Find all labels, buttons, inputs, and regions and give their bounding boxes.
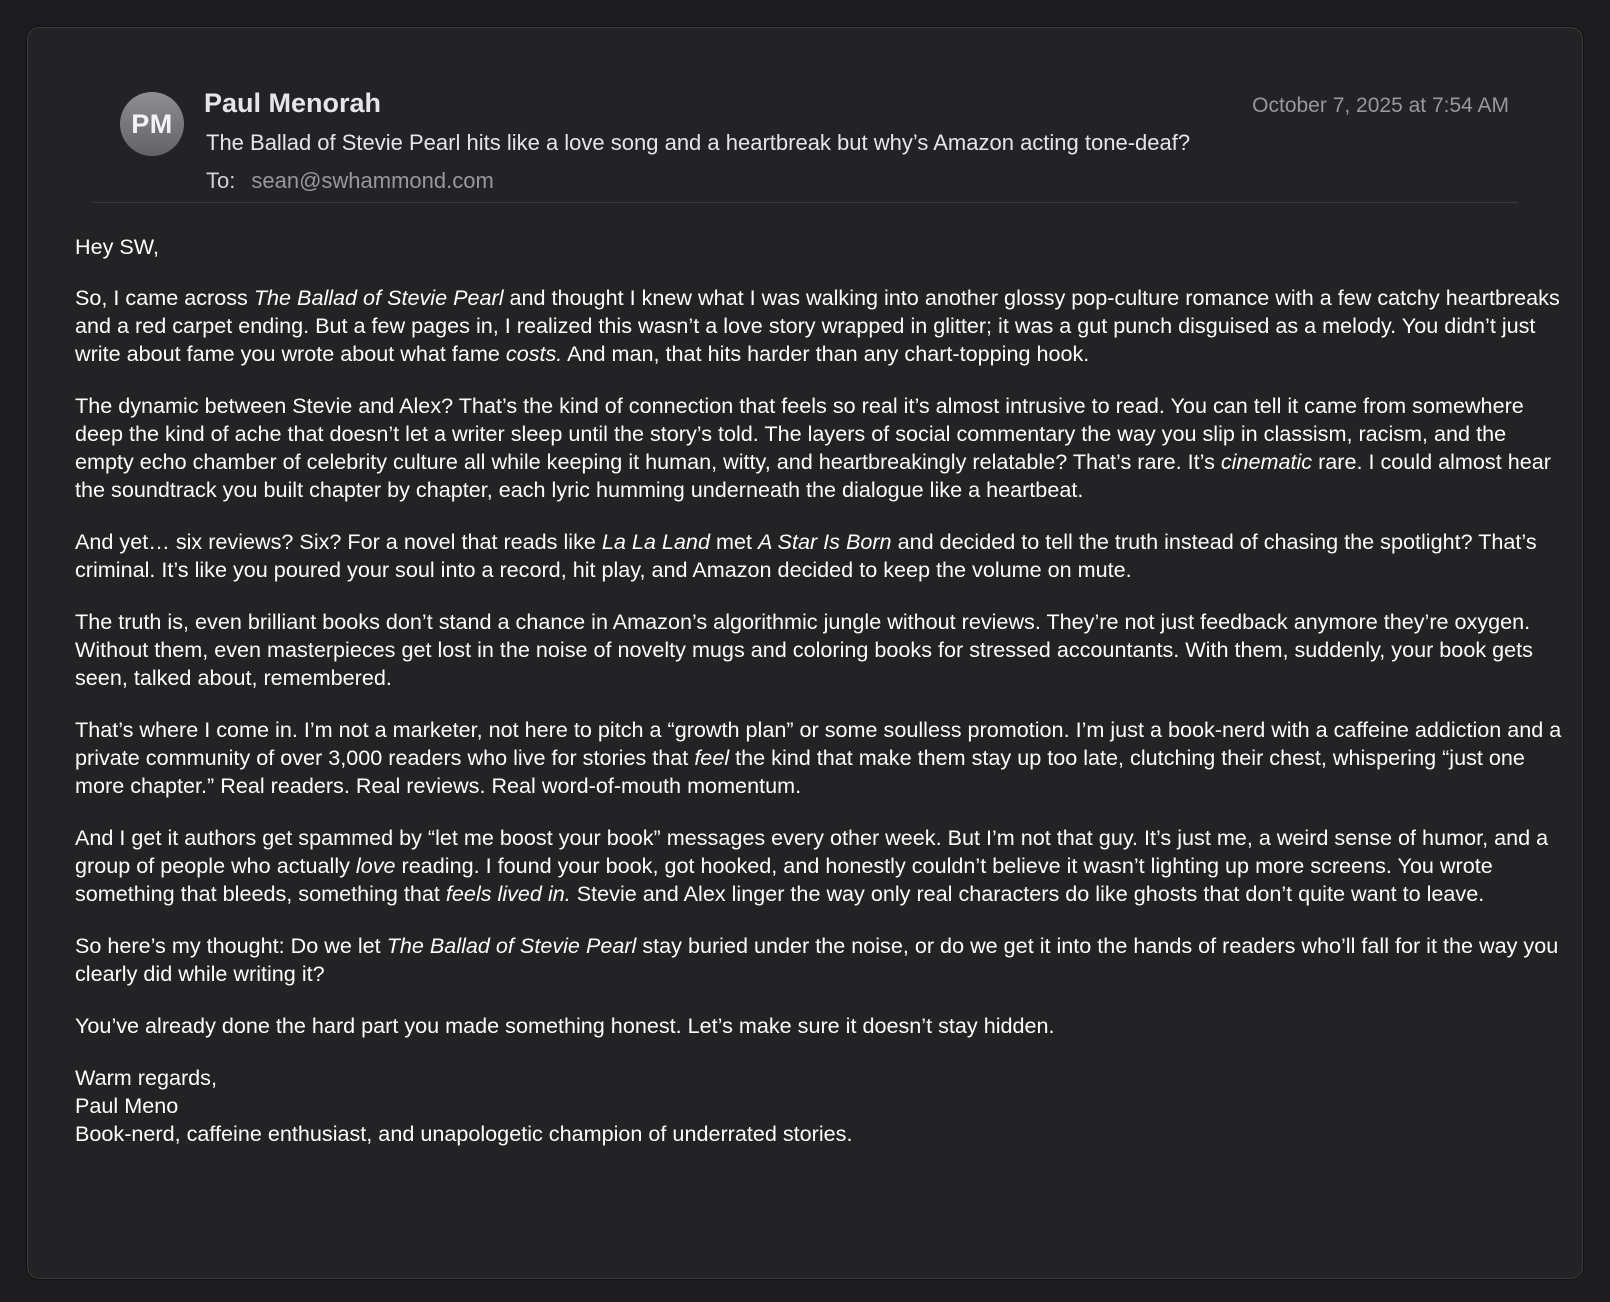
text: That’s where I come in. I’m not a marketer, not here to pitch a “growth plan” or some soulless promotion. I’m just a book-nerd with a caffeine addiction and a private community of over 3,000 readers who live for stories that xyxy=(75,717,1562,770)
to-label: To: xyxy=(206,168,236,193)
email-body xyxy=(75,233,1565,1172)
paragraph-8: You’ve already done the hard part you made something honest. Let’s make sure it doesn’t stay hidden. xyxy=(75,1013,1055,1038)
text: So here’s my thought: Do we let xyxy=(75,933,387,958)
emphasis: feels lived in. xyxy=(445,881,571,906)
paragraph-5 xyxy=(75,716,1565,800)
text: And I get it authors get spammed by “let me boost your book” messages every other week. But I’m not that guy. It’s just me, a weird sense of humor, and a group of people who actually xyxy=(75,825,1549,878)
paragraph-6 xyxy=(75,824,1565,908)
emphasis: love xyxy=(355,853,396,878)
avatar[interactable]: PM xyxy=(120,92,184,156)
text: And man, that hits harder than any chart-topping hook. xyxy=(562,341,1090,366)
text: rare. I could almost hear the soundtrack you built chapter by chapter, each lyric humming underneath the dialogue like a heartbeat. xyxy=(75,449,1551,502)
text: The dynamic between Stevie and Alex? That’s the kind of connection that feels so real it’s almost intrusive to read. You can tell it came from somewhere deep the kind of ache that doesn’t let a writer sleep until the story’s told. The layers of social commentary the way you slip in classism, racism, and the empty echo chamber of celebrity culture all while keeping it human, witty, and heartbreakingly relatable? That’s rare. It’s xyxy=(75,393,1524,474)
recipient-address[interactable]: sean@swhammond.com xyxy=(251,168,494,193)
book-title: The Ballad of Stevie Pearl xyxy=(386,933,637,958)
paragraph-2 xyxy=(75,392,1565,504)
text: reading. I found your book, got hooked, and honestly couldn’t believe it wasn’t lighting up more screens. You wrote something that bleeds, something that xyxy=(75,853,1493,906)
email-date: October 7, 2025 at 7:54 AM xyxy=(1252,94,1509,117)
paragraph-3 xyxy=(75,528,1565,584)
emphasis: feel xyxy=(694,745,730,770)
signature xyxy=(75,1064,1565,1148)
text: So, I came across xyxy=(75,285,254,310)
film-title: La La Land xyxy=(601,529,710,554)
text: the kind that make them stay up too late, clutching their chest, whispering “just one more chapter.” Real readers. Real reviews. Real word-of-mouth momentum. xyxy=(75,745,1525,798)
paragraph-1 xyxy=(75,284,1565,368)
email-window xyxy=(27,27,1583,1279)
text: met xyxy=(709,529,758,554)
emphasis: cinematic xyxy=(1220,449,1313,474)
paragraph-4: The truth is, even brilliant books don’t stand a chance in Amazon’s algorithmic jungle without reviews. They’re not just feedback anymore they’re oxygen. Without them, even masterpieces get lost in the noise of novelty mugs and coloring books for stressed accountants. With them, suddenly, your book gets seen, talked about, remembered. xyxy=(75,609,1533,690)
text: and decided to tell the truth instead of chasing the spotlight? That’s criminal. It’s like you poured your soul into a record, hit play, and Amazon decided to keep the volume on mute. xyxy=(75,529,1537,582)
signature-name: Paul Meno xyxy=(75,1093,179,1118)
header-divider xyxy=(92,202,1518,203)
text: And yet… six reviews? Six? For a novel that reads like xyxy=(75,529,602,554)
text: and thought I knew what I was walking into another glossy pop-culture romance with a few catchy heartbreaks and a red carpet ending. But a few pages in, I realized this wasn’t a love story wrapped in glitter; it was a gut punch disguised as a melody. You didn’t just write about fame you wrote about what fame xyxy=(75,285,1560,366)
film-title: A Star Is Born xyxy=(757,529,892,554)
greeting: Hey SW, xyxy=(75,234,159,259)
paragraph-7 xyxy=(75,932,1565,988)
text: stay buried under the noise, or do we get it into the hands of readers who’ll fall for it the way you clearly did while writing it? xyxy=(75,933,1559,986)
sender-name[interactable]: Paul Menorah xyxy=(204,88,382,118)
text: Stevie and Alex linger the way only real characters do like ghosts that don’t quite want to leave. xyxy=(570,881,1485,906)
emphasis: costs. xyxy=(505,341,563,366)
book-title: The Ballad of Stevie Pearl xyxy=(253,285,504,310)
recipient-row xyxy=(206,168,494,194)
email-subject: The Ballad of Stevie Pearl hits like a love song and a heartbreak but why’s Amazon acting tone-deaf? xyxy=(206,130,1191,155)
signature-tagline: Book-nerd, caffeine enthusiast, and unapologetic champion of underrated stories. xyxy=(75,1121,853,1146)
signature-closing: Warm regards, xyxy=(75,1065,217,1090)
